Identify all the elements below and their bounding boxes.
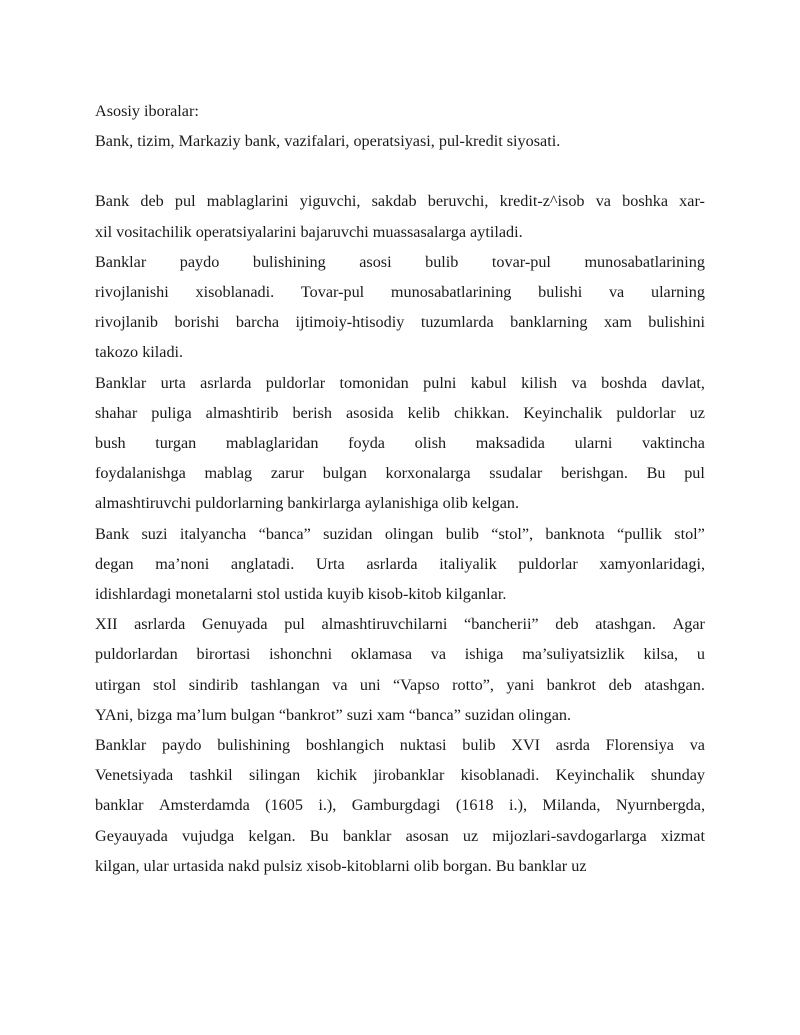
text-line: Bank suzi italyancha “banca” suzidan olingan bulib “stol”, banknota “pullik stol” (95, 524, 705, 543)
text-line: xil vositachilik operatsiyalarini bajaruvchi muassasalarga aytiladi. (95, 222, 523, 241)
body-text (95, 186, 705, 881)
paragraph (95, 368, 705, 519)
text-line: kilgan, ular urtasida nakd pulsiz xisob-kitoblarni olib borgan. Bu banklar uz (95, 856, 587, 875)
text-line: takozo kiladi. (95, 343, 184, 362)
text-line: puldorlardan birortasi ishonchni oklamasa va ishiga ma’suliyatsizlik kilsa, u (95, 645, 705, 664)
text-line: almashtiruvchi puldorlarning bankirlarga aylanishiga olib kelgan. (95, 494, 520, 513)
text-line: foydalanishga mablag zarur bulgan korxonalarga ssudalar berishgan. Bu pul (95, 464, 705, 483)
text-line: bush turgan mablaglaridan foyda olish maksadida ularni vaktincha (95, 434, 705, 453)
text-line: idishlardagi monetalarni stol ustida kuyib kisob-kitob kilganlar. (95, 585, 507, 604)
paragraph (95, 519, 705, 610)
text-line: Banklar paydo bulishining asosi bulib tovar-pul munosabatlarining (95, 252, 705, 271)
paragraph (95, 730, 705, 881)
text-line: Bank deb pul mablaglarini yiguvchi, sakdab beruvchi, kredit-z^isob va boshka xar- (95, 192, 705, 211)
text-line: Geyauyada vujudga kelgan. Bu banklar asosan uz mijozlari-savdogarlarga xizmat (95, 826, 705, 845)
paragraph (95, 609, 705, 730)
text-line: YAni, bizga ma’lum bulgan “bankrot” suzi xam “banca” suzidan olingan. (95, 705, 572, 724)
keywords-line: Bank, tizim, Markaziy bank, vazifalari, operatsiyasi, pul-kredit siyosati. (95, 132, 561, 151)
text-line: rivojlanishi xisoblanadi. Tovar-pul munosabatlarining bulishi va ularning (95, 283, 705, 302)
text-line: shahar puliga almashtirib berish asosida kelib chikkan. Keyinchalik puldorlar uz (95, 403, 705, 422)
text-line: XII asrlarda Genuyada pul almashtiruvchilarni “bancherii” deb atashgan. Agar (95, 615, 705, 634)
section-heading: Asosiy iboralar: (95, 102, 199, 120)
text-line: Banklar urta asrlarda puldorlar tomonidan pulni kabul kilish va boshda davlat, (95, 373, 705, 392)
document-page (95, 96, 705, 881)
text-line: utirgan stol sindirib tashlangan va uni “Vapso rotto”, yani bankrot deb atashgan. (95, 675, 705, 694)
text-line: Banklar paydo bulishining boshlangich nuktasi bulib XVI asrda Florensiya va (95, 736, 705, 755)
paragraph (95, 247, 705, 368)
text-line: rivojlanib borishi barcha ijtimoiy-htisodiy tuzumlarda banklarning xam bulishini (95, 313, 705, 332)
paragraph (95, 186, 705, 246)
text-line: degan ma’noni anglatadi. Urta asrlarda italiyalik puldorlar xamyonlaridagi, (95, 554, 705, 573)
text-line: Venetsiyada tashkil silingan kichik jirobanklar kisoblanadi. Keyinchalik shunday (95, 766, 705, 785)
text-line: banklar Amsterdamda (1605 i.), Gamburgdagi (1618 i.), Milanda, Nyurnbergda, (95, 796, 705, 815)
blank-line (95, 156, 705, 186)
